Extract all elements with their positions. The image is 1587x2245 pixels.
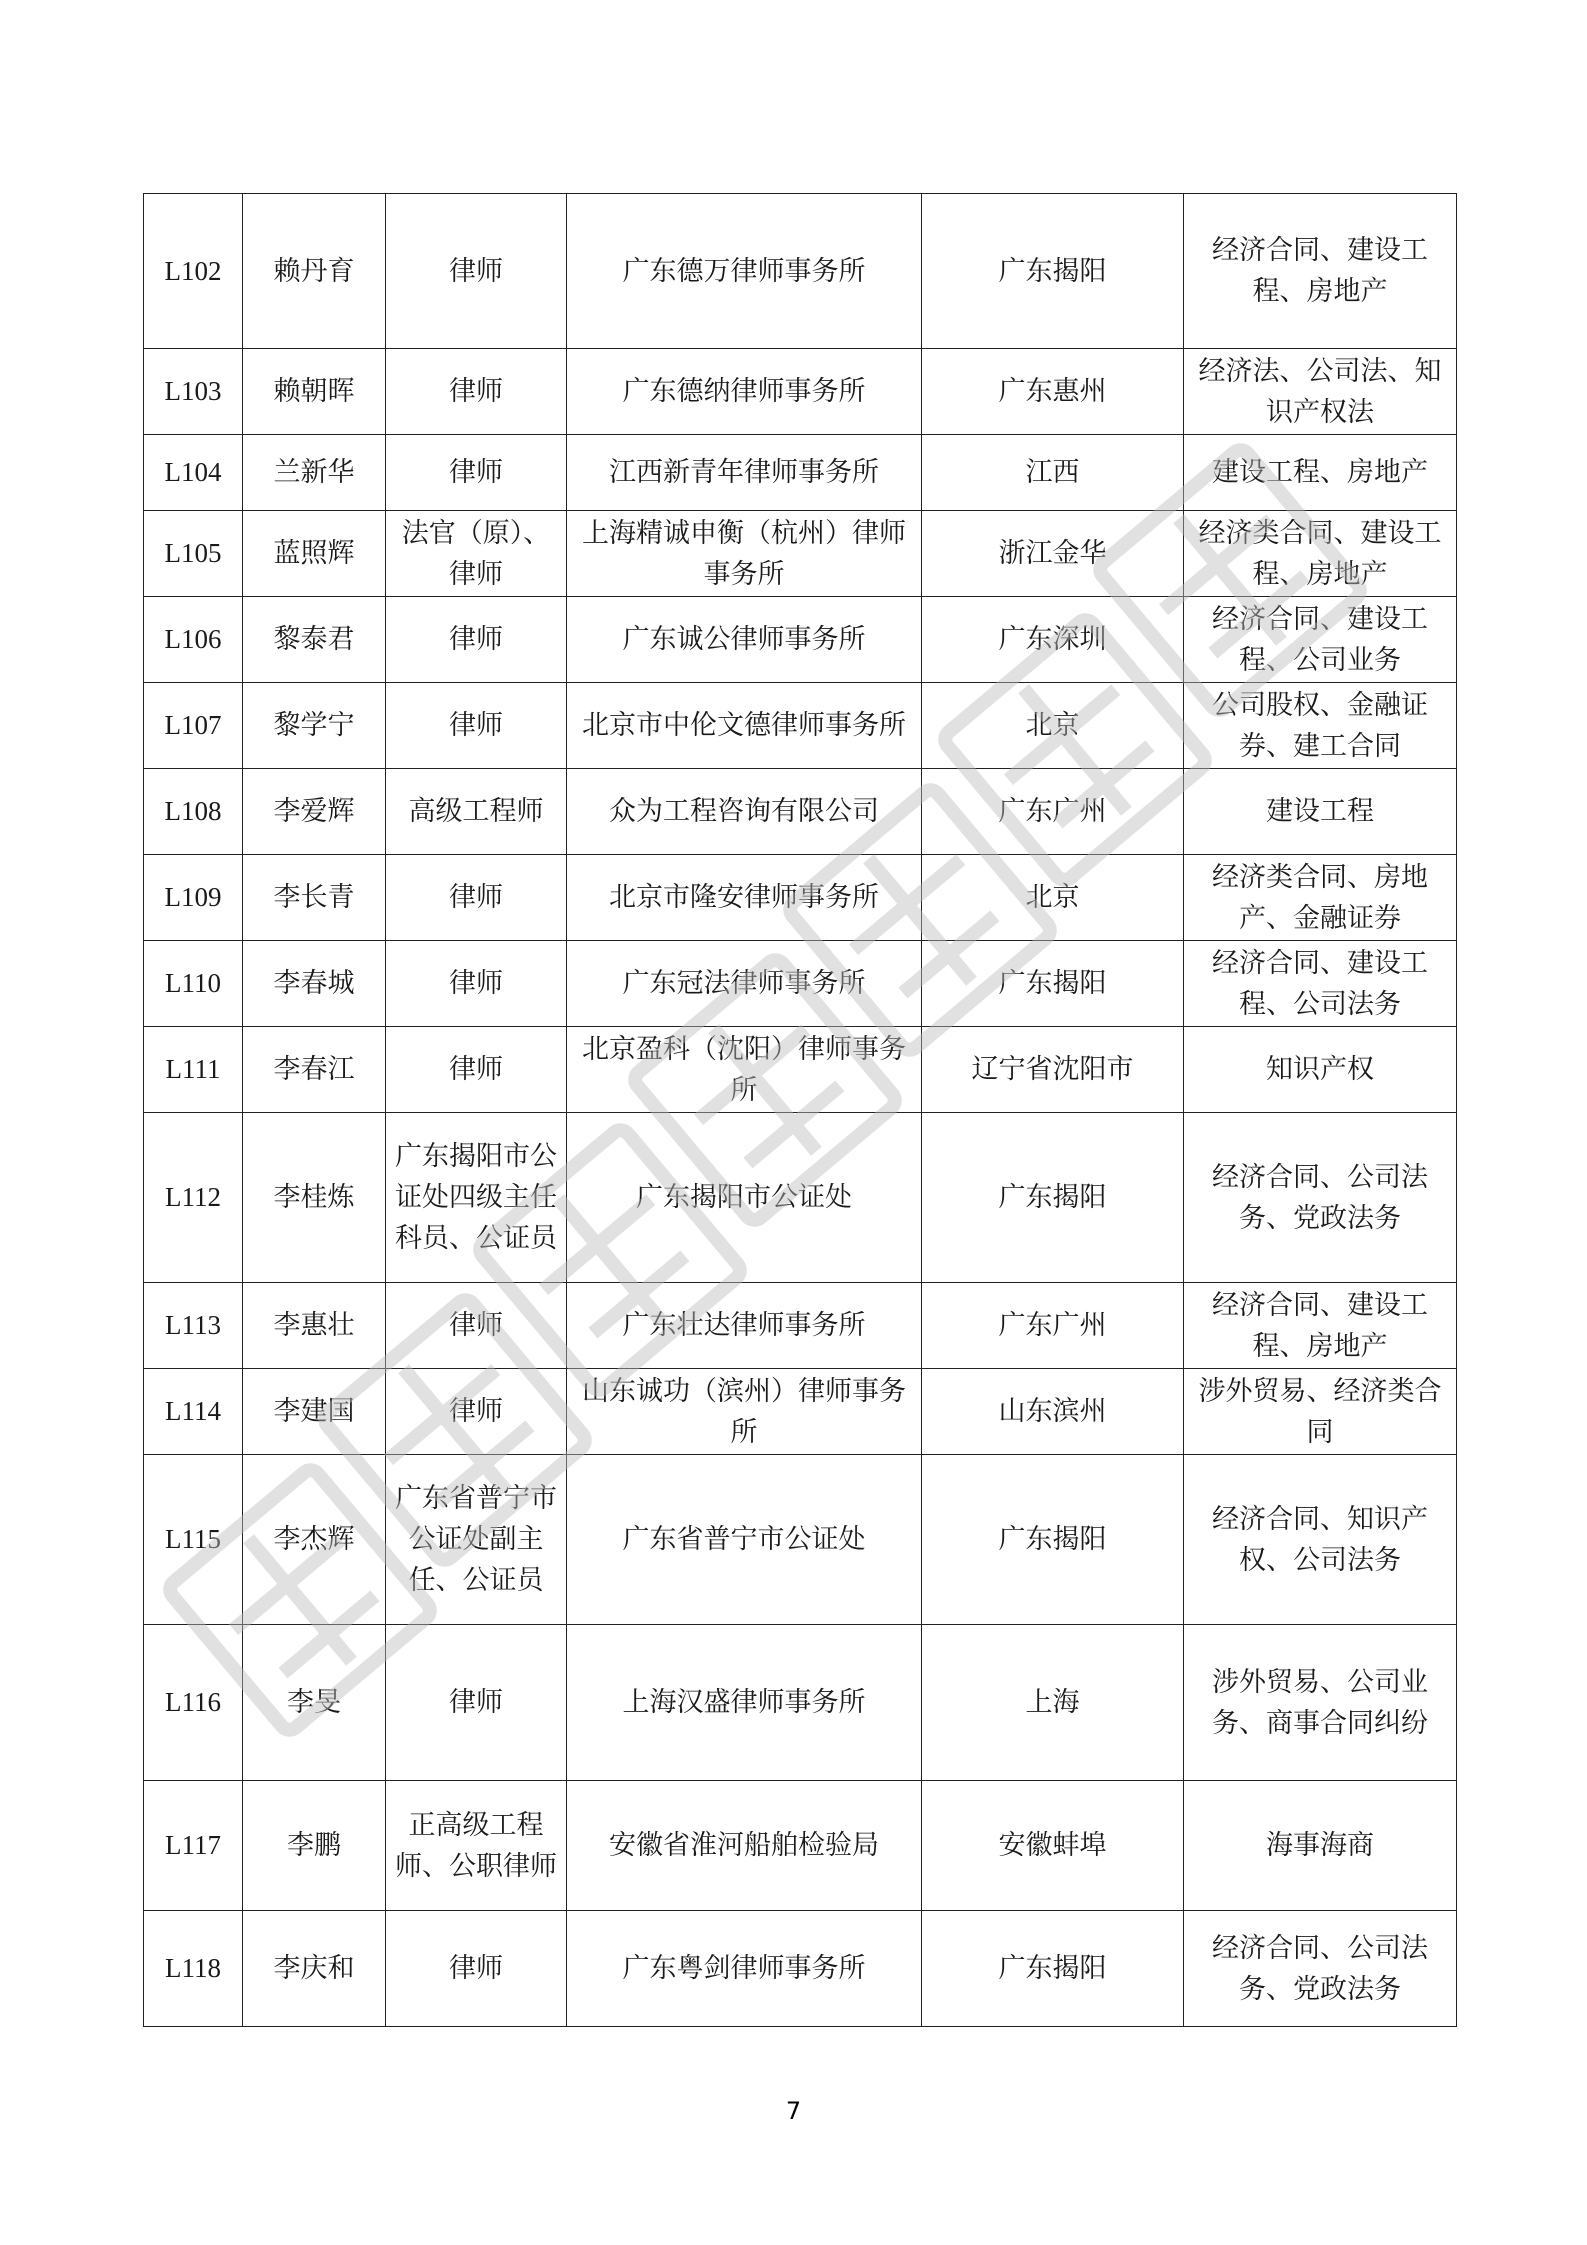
- cell-region: 广东深圳: [922, 597, 1184, 683]
- cell-title: 正高级工程师、公职律师: [386, 1781, 567, 1911]
- cell-name: 李爱辉: [243, 769, 386, 855]
- cell-name: 李桂炼: [243, 1113, 386, 1283]
- cell-region: 广东揭阳: [922, 1911, 1184, 2027]
- cell-name: 李杰辉: [243, 1455, 386, 1625]
- arbitrator-table: [143, 193, 1457, 2027]
- cell-region: 江西: [922, 435, 1184, 511]
- cell-region: 安徽蚌埠: [922, 1781, 1184, 1911]
- cell-expertise: 经济合同、公司法务、党政法务: [1184, 1911, 1457, 2027]
- cell-id: L109: [144, 855, 243, 941]
- cell-expertise: 涉外贸易、公司业务、商事合同纠纷: [1184, 1625, 1457, 1781]
- cell-title: 律师: [386, 349, 567, 435]
- cell-title: 律师: [386, 1369, 567, 1455]
- cell-organization: 安徽省淮河船舶检验局: [567, 1781, 922, 1911]
- cell-expertise: 海事海商: [1184, 1781, 1457, 1911]
- table-body: [144, 194, 1457, 2027]
- cell-name: 李春城: [243, 941, 386, 1027]
- cell-title: 法官（原）、律师: [386, 511, 567, 597]
- cell-organization: 上海汉盛律师事务所: [567, 1625, 922, 1781]
- cell-expertise: 知识产权: [1184, 1027, 1457, 1113]
- cell-expertise: 经济合同、公司法务、党政法务: [1184, 1113, 1457, 1283]
- cell-id: L115: [144, 1455, 243, 1625]
- cell-title: 律师: [386, 597, 567, 683]
- cell-organization: 北京市隆安律师事务所: [567, 855, 922, 941]
- cell-title: 律师: [386, 1911, 567, 2027]
- cell-expertise: 经济合同、知识产权、公司法务: [1184, 1455, 1457, 1625]
- table-row: [144, 683, 1457, 769]
- cell-region: 广东揭阳: [922, 1455, 1184, 1625]
- cell-title: 律师: [386, 1027, 567, 1113]
- cell-organization: 广东揭阳市公证处: [567, 1113, 922, 1283]
- table-row: [144, 349, 1457, 435]
- table-row: [144, 1781, 1457, 1911]
- cell-id: L105: [144, 511, 243, 597]
- cell-id: L117: [144, 1781, 243, 1911]
- cell-region: 辽宁省沈阳市: [922, 1027, 1184, 1113]
- cell-title: 律师: [386, 1625, 567, 1781]
- cell-organization: 广东壮达律师事务所: [567, 1283, 922, 1369]
- cell-id: L104: [144, 435, 243, 511]
- cell-title: 律师: [386, 1283, 567, 1369]
- cell-organization: 广东粤剑律师事务所: [567, 1911, 922, 2027]
- table-row: [144, 597, 1457, 683]
- table-row: [144, 511, 1457, 597]
- cell-name: 李旻: [243, 1625, 386, 1781]
- cell-expertise: 经济类合同、建设工程、房地产: [1184, 511, 1457, 597]
- cell-region: 上海: [922, 1625, 1184, 1781]
- cell-id: L110: [144, 941, 243, 1027]
- cell-id: L102: [144, 194, 243, 349]
- table-row: [144, 1113, 1457, 1283]
- cell-id: L107: [144, 683, 243, 769]
- cell-organization: 众为工程咨询有限公司: [567, 769, 922, 855]
- cell-title: 律师: [386, 855, 567, 941]
- cell-expertise: 建设工程、房地产: [1184, 435, 1457, 511]
- table-row: [144, 1625, 1457, 1781]
- table-row: [144, 435, 1457, 511]
- cell-id: L103: [144, 349, 243, 435]
- cell-id: L106: [144, 597, 243, 683]
- cell-region: 广东惠州: [922, 349, 1184, 435]
- table-row: [144, 1027, 1457, 1113]
- cell-region: 山东滨州: [922, 1369, 1184, 1455]
- cell-expertise: 涉外贸易、经济类合同: [1184, 1369, 1457, 1455]
- cell-title: 律师: [386, 194, 567, 349]
- cell-id: L112: [144, 1113, 243, 1283]
- cell-name: 赖朝晖: [243, 349, 386, 435]
- cell-organization: 广东德纳律师事务所: [567, 349, 922, 435]
- cell-name: 李春江: [243, 1027, 386, 1113]
- cell-region: 北京: [922, 855, 1184, 941]
- cell-expertise: 经济合同、建设工程、公司法务: [1184, 941, 1457, 1027]
- cell-organization: 上海精诚申衡（杭州）律师事务所: [567, 511, 922, 597]
- table-row: [144, 855, 1457, 941]
- cell-title: 广东省普宁市公证处副主任、公证员: [386, 1455, 567, 1625]
- cell-title: 律师: [386, 435, 567, 511]
- table-row: [144, 1455, 1457, 1625]
- table-row: [144, 941, 1457, 1027]
- cell-organization: 江西新青年律师事务所: [567, 435, 922, 511]
- page-number: 7: [785, 2097, 802, 2125]
- cell-expertise: 建设工程: [1184, 769, 1457, 855]
- cell-organization: 山东诚功（滨州）律师事务所: [567, 1369, 922, 1455]
- cell-expertise: 经济类合同、房地产、金融证券: [1184, 855, 1457, 941]
- cell-region: 广东广州: [922, 1283, 1184, 1369]
- cell-region: 北京: [922, 683, 1184, 769]
- table-row: [144, 1369, 1457, 1455]
- cell-name: 黎泰君: [243, 597, 386, 683]
- cell-name: 李鹏: [243, 1781, 386, 1911]
- cell-name: 李建国: [243, 1369, 386, 1455]
- cell-organization: 北京市中伦文德律师事务所: [567, 683, 922, 769]
- cell-id: L108: [144, 769, 243, 855]
- cell-id: L114: [144, 1369, 243, 1455]
- cell-name: 黎学宁: [243, 683, 386, 769]
- cell-id: L116: [144, 1625, 243, 1781]
- table-row: [144, 1283, 1457, 1369]
- cell-organization: 广东德万律师事务所: [567, 194, 922, 349]
- cell-expertise: 经济合同、建设工程、公司业务: [1184, 597, 1457, 683]
- cell-name: 兰新华: [243, 435, 386, 511]
- cell-id: L111: [144, 1027, 243, 1113]
- cell-region: 浙江金华: [922, 511, 1184, 597]
- cell-region: 广东揭阳: [922, 1113, 1184, 1283]
- table-row: [144, 194, 1457, 349]
- cell-name: 赖丹育: [243, 194, 386, 349]
- cell-name: 蓝照辉: [243, 511, 386, 597]
- cell-name: 李惠壮: [243, 1283, 386, 1369]
- cell-organization: 广东冠法律师事务所: [567, 941, 922, 1027]
- cell-title: 律师: [386, 941, 567, 1027]
- cell-title: 广东揭阳市公证处四级主任科员、公证员: [386, 1113, 567, 1283]
- cell-region: 广东揭阳: [922, 941, 1184, 1027]
- cell-expertise: 经济合同、建设工程、房地产: [1184, 1283, 1457, 1369]
- cell-expertise: 经济法、公司法、知识产权法: [1184, 349, 1457, 435]
- cell-name: 李庆和: [243, 1911, 386, 2027]
- table-row: [144, 769, 1457, 855]
- cell-name: 李长青: [243, 855, 386, 941]
- cell-id: L118: [144, 1911, 243, 2027]
- cell-expertise: 经济合同、建设工程、房地产: [1184, 194, 1457, 349]
- cell-organization: 北京盈科（沈阳）律师事务所: [567, 1027, 922, 1113]
- cell-organization: 广东省普宁市公证处: [567, 1455, 922, 1625]
- cell-title: 高级工程师: [386, 769, 567, 855]
- cell-region: 广东广州: [922, 769, 1184, 855]
- cell-id: L113: [144, 1283, 243, 1369]
- table-row: [144, 1911, 1457, 2027]
- cell-title: 律师: [386, 683, 567, 769]
- cell-organization: 广东诚公律师事务所: [567, 597, 922, 683]
- cell-expertise: 公司股权、金融证券、建工合同: [1184, 683, 1457, 769]
- cell-region: 广东揭阳: [922, 194, 1184, 349]
